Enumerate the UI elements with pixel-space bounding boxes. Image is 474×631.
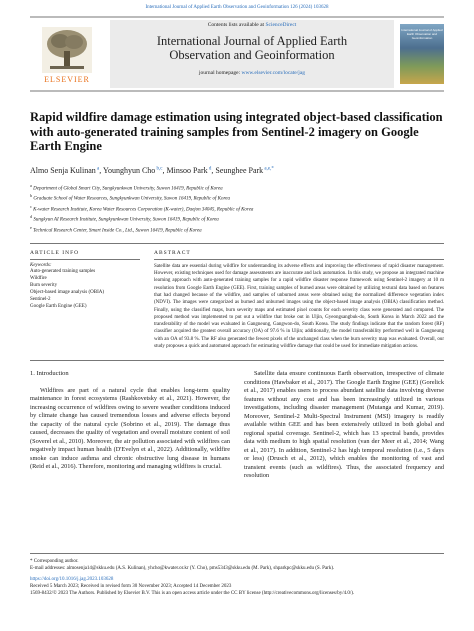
keyword: Burn severity	[30, 282, 58, 288]
intro-paragraph-2: Satellite data ensure continuous Earth observation, irrespective of climate conditions (Hawbaker et al., 2017). The Google Earth Engine (GEE) (Gorelick et al., 2017) enables users to process abundant satellite data involving diverse features without any cost and has been increasingly utilized in various investigations, including disaster management (Mutanga and Kumar, 2019). Moreover, Sentinel-2 Multi-Spectral Instrument (MSI) imagery is readily available within GEE and has been extensively utilized in both global and regional spatial coverage. Sentinel-2, which has 13 spectral bands, provides data with medium to high spatial resolution (van der Meer et al., 2014; Wang et al., 2017). In addition, Sentinel-2 has high temporal resolution (i.e., 5 days or less) (Drusch et al., 2012), which enables the monitoring of vast and transient events (such as wildfires). Thus, the associated frequency and resolution	[244, 370, 444, 480]
affiliation	[30, 192, 444, 203]
homepage-link[interactable]: www.elsevier.com/locate/jag	[241, 70, 305, 76]
body-text	[30, 360, 444, 481]
author-affiliation-marker[interactable]: b,c	[155, 165, 163, 171]
corresponding-author-note: * Corresponding author.	[30, 559, 79, 564]
author-name: Minsoo Park	[166, 165, 208, 175]
keywords-label: Keywords:	[30, 262, 52, 268]
cover-title: International Journal of Applied Earth Observation and Geoinformation	[401, 28, 443, 40]
affiliation-text: K-water Research Institute, Korea Water Resources Corporation (K-water), Daejon 34045, Republic of Korea	[31, 207, 254, 213]
affiliation-marker: c	[30, 203, 32, 209]
sciencedirect-link[interactable]: ScienceDirect	[265, 22, 297, 28]
author-name: Almo Senja Kulinan	[30, 165, 96, 175]
abstract-block	[154, 250, 444, 351]
author-affiliation-marker[interactable]: a	[95, 165, 100, 171]
keyword-list	[30, 268, 140, 310]
affiliation-marker: b	[30, 193, 33, 199]
keyword: Object-based image analysis (OBIA)	[30, 289, 105, 295]
author-list: Almo Senja Kulinan $^a$, Younghyun Cho $^{b,c}$, Minsoo Park $^d$, Seunghee Park $^{a,e,*}$	[30, 165, 274, 175]
body-column-left	[30, 370, 230, 481]
affiliation-text: Department of Global Smart City, Sungkyunkwan University, Suwon 16419, Republic of Korea	[31, 186, 223, 192]
abstract-text: Satellite data are essential during wildfire for understanding its adverse effects and improving the effectiveness of rapid disaster management. However, existing techniques used for damage assessments are inaccurate and lack automation. In this study, we propose an integrated machine learning approach with auto-generated training samples for a rapid wildfire disaster response framework using Sentinel-2 imagery at 10 m resolution from Google Earth Engine (GEE). First, training samples of burned areas were obtained by utilizing textural data based on features that had changed because of the wildfire, and samples of unburned areas were obtained using the normalized difference vegetation index (NDVI). The images were categorized as burned and unburned images using the object-based image analysis (OBIA) classification method. Finally, using the classified maps, burn severity maps and estimated pixel counts for each severity class were generated and compared. The proposed method was implemented to put out a wildfire that broke out in Uljin, Gyeongsangbuk-do, South Korea in March 2022 and the transferability of the model was evaluated in Gangneung, Gangwon-do, South Korea. The study findings indicate that the random forest (RF) classifier acquired the greatest overall accuracy (OA) of 97.6 % in Uljin; additionally, the model transferability performed well in Gangneung with an OA of 93.8 %. The RF also generated the fewest pixels of the unchanged class when the burn severity map was evaluated. Overall, our study proposes a quick and automated approach for estimating wildfire damage that could be used for immediate mitigation actions.	[154, 263, 444, 350]
affiliation-text: Graduate School of Water Resources, Sungkyunkwan University, Suwon 16419, Republic of Korea	[32, 196, 230, 202]
contents-line: Contents lists available at ScienceDirect	[207, 22, 297, 28]
journal-header	[30, 16, 444, 92]
affiliation-marker: d	[30, 214, 33, 220]
author-name: Younghyun Cho	[102, 165, 156, 175]
affiliation	[30, 213, 444, 224]
intro-paragraph-1: Wildfires are part of a natural cycle that enables long-term quality maintenance in forest ecosystems (Rashkovetsky et al., 2021). However, the increasing occurrence of wildfires owing to severe weather conditions induced by climate change has caused tremendous losses and adverse effects beyond the capacity of the natural cycle (Sobrino et al., 2019). The damage thus caused, decreases the quality of vegetation and overall moisture content of soil (Soverel et al., 2010). Moreover, the air pollution associated with wildfires can negatively impact human health (D'Evelyn et al., 2022). Additionally, wildfire smoke can induce asthma and chronic obstructive lung disease in humans (Reid et al., 2016). Therefore, monitoring and managing wildfires is crucial.	[30, 386, 230, 471]
author-affiliation-marker[interactable]: d	[207, 165, 212, 171]
body-column-right	[244, 370, 444, 481]
affiliation	[30, 182, 444, 193]
journal-reference[interactable]: International Journal of Applied Earth Observation and Geoinformation 126 (2024) 103628	[145, 5, 329, 10]
keyword: Sentinel-2	[30, 296, 51, 302]
introduction-heading: 1. Introduction	[30, 370, 69, 378]
affiliation-list	[30, 182, 444, 235]
author-affiliation-marker[interactable]: a,e,*	[263, 165, 274, 171]
keyword: Wildfire	[30, 275, 47, 281]
footer-notes	[30, 553, 444, 597]
info-abstract-section	[30, 250, 444, 351]
license-note: 1569-8432/© 2023 The Authors. Published by Elsevier B.V. This is an open access article under the CC BY license (http://creativecommons.org/licenses/by/4.0/).	[30, 591, 355, 596]
received-dates: Received 5 March 2023; Received in revised form 30 November 2023; Accepted 14 December 2023	[30, 584, 232, 589]
homepage-line: journal homepage: www.elsevier.com/locate/jag	[199, 70, 305, 76]
affiliation-marker: a	[30, 182, 32, 188]
journal-cover-thumbnail-icon	[400, 24, 444, 84]
journal-info	[110, 20, 394, 88]
affiliation	[30, 203, 444, 214]
abstract-heading: ABSTRACT	[154, 250, 444, 260]
affiliation-text: Sungkyun AI Research Institute, Sungkyunkwan University, Suwon 16419, Republic of Korea	[32, 218, 219, 224]
elsevier-tree-logo-icon	[42, 27, 92, 73]
author-name: Seunghee Park	[215, 165, 264, 175]
keyword: Google Earth Engine (GEE)	[30, 303, 87, 309]
affiliation-marker: e	[30, 225, 32, 231]
keyword: Auto-generated training samples	[30, 268, 96, 274]
publisher-logo	[30, 18, 104, 90]
affiliation	[30, 224, 444, 235]
publisher-name: ELSEVIER	[44, 75, 90, 84]
journal-title: International Journal of Applied Earth Observation and Geoinformation	[156, 34, 348, 62]
article-info	[30, 250, 140, 351]
article-info-heading: ARTICLE INFO	[30, 250, 140, 260]
divider	[30, 243, 444, 244]
affiliation-text: Technical Research Center, Smart Inside Co., Ltd., Suwon 16419, Republic of Korea	[31, 228, 202, 234]
article-title: Rapid wildfire damage estimation using integrated object-based classification with auto-generated training samples from Sentinel-2 imagery on Google Earth Engine	[30, 110, 443, 153]
email-addresses: E-mail addresses: almosenja14@skku.edu (A.S. Kulinan), yhcho@kwater.or.kr (Y. Cho), pms5343@skku.edu (M. Park), shparkpc@skku.edu (S. Park).	[30, 566, 335, 571]
doi-link[interactable]: https://doi.org/10.1016/j.jag.2023.103628	[30, 577, 114, 582]
